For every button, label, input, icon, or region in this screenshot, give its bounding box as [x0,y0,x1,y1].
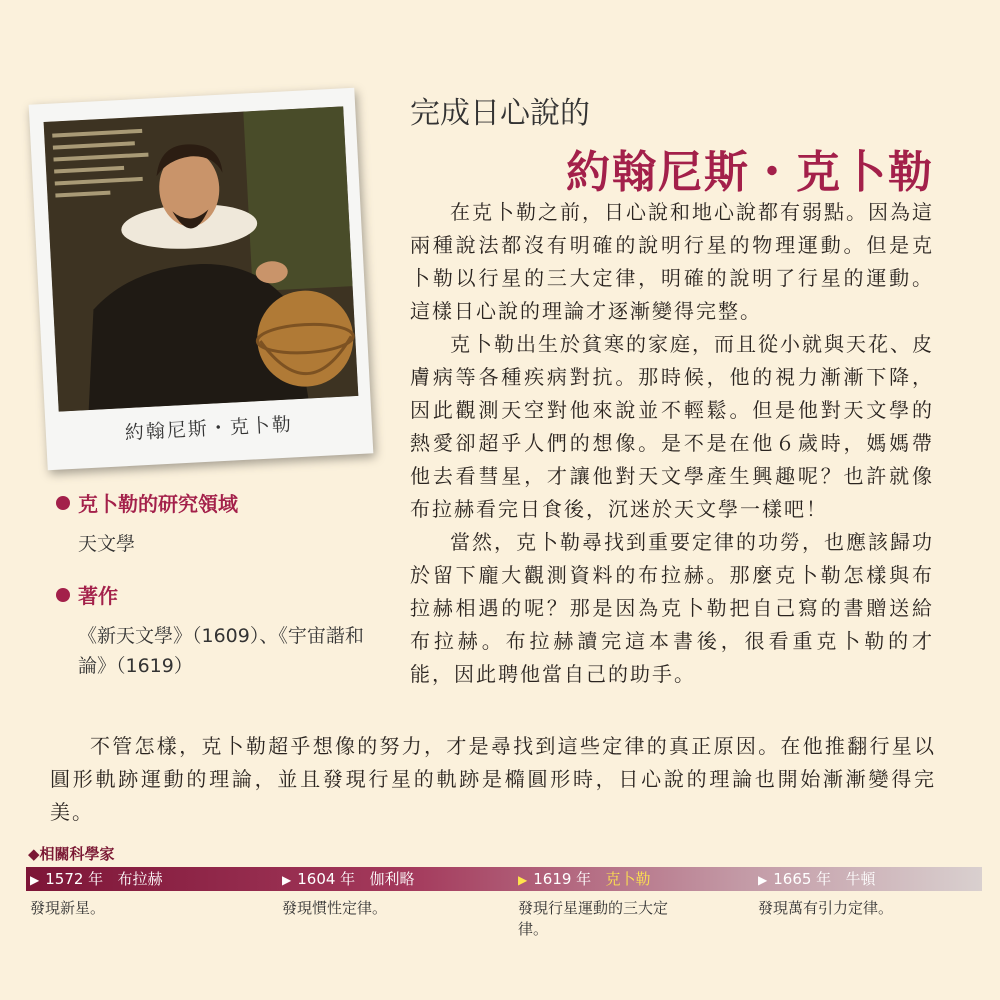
works-value: 《新天文學》（1609）、《宇宙諧和論》（1619） [78,625,364,677]
timeline-desc-kepler: 發現行星運動的三大定律。 [518,899,669,938]
triangle-right-icon: ▶ [518,873,528,887]
portrait-illustration [44,106,359,411]
works-heading [56,580,376,609]
works-heading-text: 著作 [78,584,118,608]
timeline-year: 1604 年 [297,870,356,888]
timeline-year: 1619 年 [533,870,592,888]
timeline-year: 1572 年 [45,870,104,888]
triangle-right-icon: ▶ [758,873,768,887]
timeline-year: 1665 年 [773,870,832,888]
closing-paragraph: 不管怎樣，克卜勒超乎想像的努力，才是尋找到這些定律的真正原因。在他推翻行星以圓形軌跡運動的理論，並且發現行星的軌跡是橢圓形時，日心說的理論也開始漸漸變得完美。 [50,734,936,824]
portrait-photo-card [29,88,374,471]
triangle-right-icon: ▶ [282,873,292,887]
works-block [56,580,376,681]
timeline-desc-galileo: 發現慣性定律。 [282,899,388,917]
timeline-name: 伽利略 [369,870,415,888]
article-paragraph: 在克卜勒之前，日心說和地心說都有弱點。因為這兩種說法都沒有明確的說明行星的物理運動。但是克卜勒以行星的三大定律，明確的說明了行星的運動。這樣日心說的理論才逐漸變得完整。 [410,200,934,323]
timeline-desc-newton: 發現萬有引力定律。 [758,899,894,917]
related-scientists-label: ◆相關科學家 [28,845,115,863]
timeline-item-newton [758,867,876,891]
article-paragraph: 克卜勒出生於貧寒的家庭，而且從小就與天花、皮膚病等各種疾病對抗。那時候，他的視力漸漸下降，因此觀測天空對他來說並不輕鬆。但是他對天文學的熱愛卻超乎人們的想像。是不是在他６歲時，媽媽帶他去看彗星，才讓他對天文學產生興趣呢？也許就像布拉赫看完日食後，沉迷於天文學一樣吧！ [410,332,934,521]
timeline-name: 牛頓 [845,870,876,888]
timeline-desc-brahe: 發現新星。 [30,899,106,917]
timeline-item-galileo [282,867,415,891]
timeline-item-brahe [30,867,163,891]
bullet-icon [56,496,70,510]
article-column [410,196,934,691]
title-kicker: 完成日心說的 [410,96,590,131]
research-field-heading [56,488,238,517]
research-field-heading-text: 克卜勒的研究領域 [78,492,238,516]
article-paragraph: 當然，克卜勒尋找到重要定律的功勞，也應該歸功於留下龐大觀測資料的布拉赫。那麼克卜勒怎樣與布拉赫相遇的呢？那是因為克卜勒把自己寫的書贈送給布拉赫。布拉赫讀完這本書後，很看重克卜勒的才能，因此聘他當自己的助手。 [410,530,934,686]
triangle-right-icon: ▶ [30,873,40,887]
kepler-portrait-image [44,106,359,411]
research-field-value: 天文學 [78,533,136,555]
timeline-name: 克卜勒 [605,870,651,888]
portrait-caption: 約翰尼斯・克卜勒 [124,413,294,445]
closing-paragraph-block [50,730,936,829]
timeline-name: 布拉赫 [117,870,163,888]
research-field-block [56,488,238,559]
bullet-icon [56,588,70,602]
timeline-item-kepler [518,867,651,891]
page-title: 約翰尼斯・克卜勒 [566,147,934,198]
